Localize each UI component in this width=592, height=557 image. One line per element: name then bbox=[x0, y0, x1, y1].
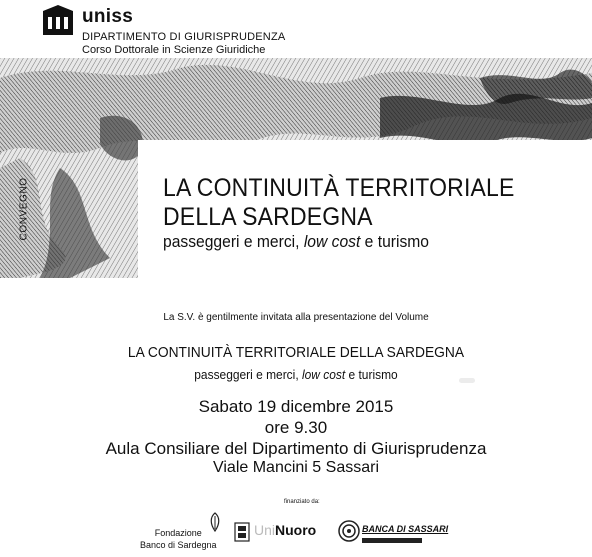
banner-subtitle-post: e turismo bbox=[360, 232, 430, 251]
banner-subtitle-em: low cost bbox=[303, 232, 361, 251]
bank-logo-icon bbox=[338, 520, 360, 542]
banner-subtitle bbox=[163, 232, 429, 252]
course-name: Corso Dottorale in Scienze Giuridiche bbox=[82, 44, 266, 56]
funded-by-label: finanziato da: bbox=[284, 499, 320, 505]
scan-smudge bbox=[459, 378, 475, 383]
event-time: ore 9.30 bbox=[264, 418, 328, 437]
event-date: Sabato 19 dicembre 2015 bbox=[198, 397, 394, 416]
bank-name: BANCA DI SASSARI bbox=[362, 524, 449, 534]
invitation-text: La S.V. è gentilmente invitata alla presentazione del Volume bbox=[163, 312, 429, 323]
volume-subtitle bbox=[24, 367, 569, 382]
volume-title: LA CONTINUITÀ TERRITORIALE DELLA SARDEGNA bbox=[127, 344, 465, 361]
volume-subtitle-pre: passeggeri e merci, bbox=[194, 367, 302, 382]
brand-name: uniss bbox=[82, 6, 134, 27]
foundation-line2: Banco di Sardegna bbox=[140, 540, 217, 550]
uninuoro-logo-icon bbox=[234, 522, 250, 542]
volume-subtitle-post: e turismo bbox=[345, 367, 398, 382]
event-address: Viale Mancini 5 Sassari bbox=[212, 459, 379, 476]
banner-title-line2: DELLA SARDEGNA bbox=[163, 203, 373, 231]
uninuoro-light: Uni bbox=[254, 522, 276, 538]
foundation-line1: Fondazione bbox=[154, 528, 202, 538]
department-name: DIPARTIMENTO DI GIURISPRUDENZA bbox=[82, 31, 286, 43]
foundation-logo-icon bbox=[206, 512, 224, 532]
bank-subline bbox=[362, 538, 422, 543]
banner-title-line1: LA CONTINUITÀ TERRITORIALE bbox=[163, 174, 515, 202]
side-label: CONVEGNO bbox=[18, 177, 30, 241]
event-venue: Aula Consiliare del Dipartimento di Giurisprudenza bbox=[105, 439, 487, 458]
uninuoro-bold: Nuoro bbox=[275, 522, 317, 538]
uniss-logo-icon bbox=[43, 5, 73, 35]
banner-subtitle-pre: passeggeri e merci, bbox=[163, 232, 304, 251]
volume-subtitle-em: low cost bbox=[301, 367, 346, 382]
uninuoro-name bbox=[254, 522, 316, 538]
